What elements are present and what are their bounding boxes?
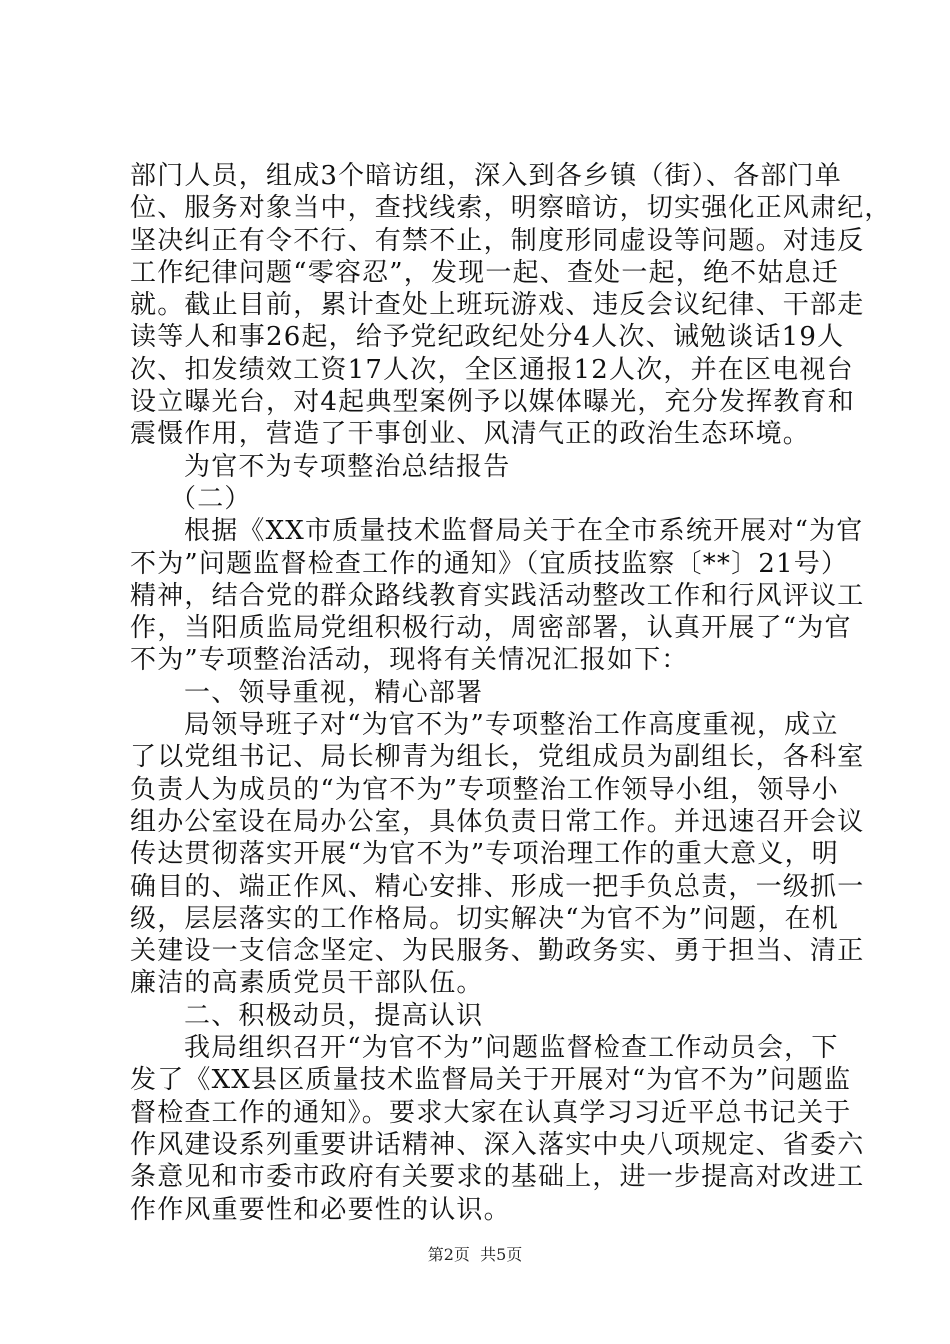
text-line: 位、服务对象当中，查找线索，明察暗访，切实强化正风肃纪，: [130, 193, 892, 224]
text-line: 作作风重要性和必要性的认识。: [130, 1194, 511, 1225]
text-line: 就。截止目前，累计查处上班玩游戏、违反会议纪律、干部走: [130, 290, 865, 321]
text-line: 工作纪律问题“零容忍”，发现一起、查处一起，绝不姑息迁: [130, 257, 839, 288]
text-line: 为官不为专项整治总结报告: [184, 451, 511, 482]
text-line: 作风建设系列重要讲话精神、深入落实中央八项规定、省委六: [130, 1129, 865, 1160]
text-line: 负责人为成员的“为官不为”专项整治工作领导小组，领导小: [130, 774, 839, 805]
text-line: 局领导班子对“为官不为”专项整治工作高度重视，成立: [184, 710, 839, 741]
text-line: 组办公室设在局办公室，具体负责日常工作。并迅速召开会议: [130, 806, 865, 837]
text-line: （二）: [170, 483, 252, 514]
text-line: 根据《XX市质量技术监督局关于在全市系统开展对“为官: [184, 516, 864, 547]
text-line: 精神，结合党的群众路线教育实践活动整改工作和行风评议工: [130, 580, 865, 611]
text-line: 我局组织召开“为官不为”问题监督检查工作动员会，下: [184, 1033, 839, 1064]
text-line: 读等人和事26起，给予党纪政纪处分4人次、诫勉谈话19人: [130, 322, 845, 353]
text-line: 震慑作用，营造了干事创业、风清气正的政治生态环境。: [130, 419, 811, 450]
text-line: 不为”问题监督检查工作的通知》（宜质技监察〔**〕21号）: [130, 548, 849, 579]
text-line: 一、领导重视，精心部署: [184, 677, 484, 708]
text-line: 设立曝光台，对4起典型案例予以媒体曝光，充分发挥教育和: [130, 387, 855, 418]
text-line: 确目的、端正作风、精心安排、形成一把手负总责，一级抓一: [130, 871, 865, 902]
text-line: 不为”专项整治活动，现将有关情况汇报如下：: [130, 645, 689, 676]
text-line: 二、积极动员，提高认识: [184, 1000, 484, 1031]
text-line: 条意见和市委市政府有关要求的基础上，进一步提高对改进工: [130, 1162, 865, 1193]
text-line: 部门人员，组成3个暗访组，深入到各乡镇（街）、各部门单: [130, 161, 842, 191]
text-line: 传达贯彻落实开展“为官不为”专项治理工作的重大意义，明: [130, 839, 839, 870]
text-line: 坚决纠正有令不行、有禁不止，制度形同虚设等问题。对违反: [130, 225, 865, 256]
text-line: 督检查工作的通知》。要求大家在认真学习习近平总书记关于: [130, 1097, 852, 1128]
text-line: 发了《XX县区质量技术监督局关于开展对“为官不为”问题监: [130, 1065, 852, 1096]
page-footer: 第2页 共5页: [427, 1245, 523, 1264]
text-line: 了以党组书记、局长柳青为组长，党组成员为副组长，各科室: [130, 742, 865, 773]
document-body: [130, 160, 892, 1226]
text-line: 级，层层落实的工作格局。切实解决“为官不为”问题，在机: [130, 903, 839, 934]
text-line: 次、扣发绩效工资17人次，全区通报12人次，并在区电视台: [130, 354, 854, 385]
text-line: 廉洁的高素质党员干部队伍。: [130, 968, 484, 999]
text-line: 作，当阳质监局党组积极行动，周密部署，认真开展了“为官: [130, 613, 852, 644]
text-line: 关建设一支信念坚定、为民服务、勤政务实、勇于担当、清正: [130, 936, 865, 967]
